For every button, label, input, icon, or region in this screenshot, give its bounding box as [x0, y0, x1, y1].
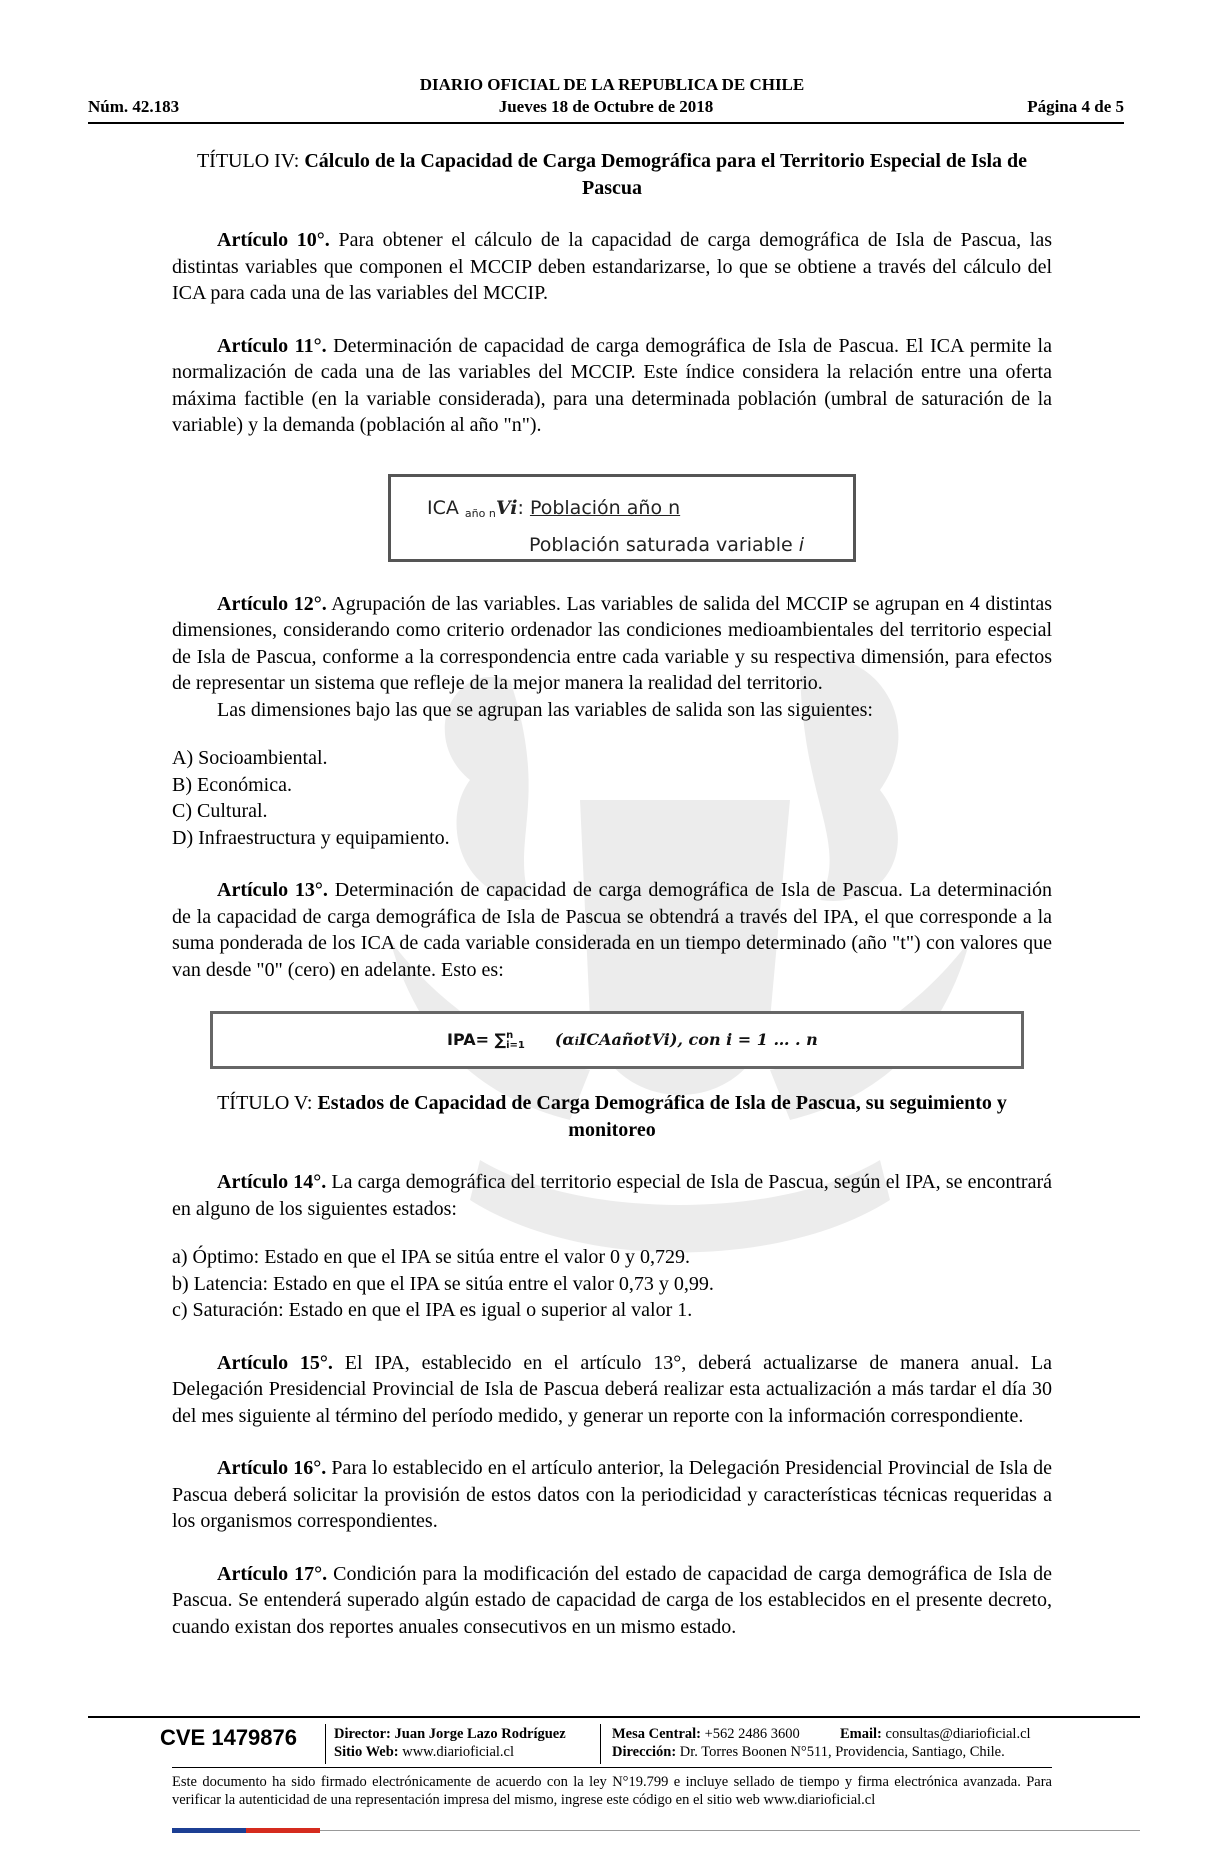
website-label: Sitio Web:: [334, 1744, 399, 1760]
article-14-text: La carga demográfica del territorio especial de Isla de Pascua, según el IPA, se encontrará en alguno de los siguientes estados:: [172, 1171, 1053, 1220]
title-v-prefix: TÍTULO V:: [217, 1092, 318, 1114]
article-16-label: Artículo 16°.: [217, 1457, 327, 1479]
ipa-formula: [447, 1030, 818, 1051]
article-16: [172, 1455, 1052, 1535]
ipa-rhs2: ICAañotVi), con i = 1 … . n: [578, 1030, 818, 1049]
address-label: Dirección:: [612, 1744, 677, 1760]
article-17: [172, 1561, 1052, 1641]
article-11: [172, 333, 1052, 439]
title-iv-prefix: TÍTULO IV:: [196, 150, 305, 172]
article-14: [172, 1169, 1052, 1222]
email-label: Email:: [840, 1726, 882, 1742]
article-15: [172, 1350, 1052, 1430]
ipa-sum-sub: i=1: [506, 1039, 525, 1051]
ica-formula-box: [388, 474, 856, 562]
footer-inner-rule: [172, 1767, 1052, 1768]
footer-contact-block: [612, 1725, 1031, 1761]
ipa-formula-box: [210, 1011, 1024, 1069]
phone-number: +562 2486 3600: [700, 1726, 800, 1742]
list-item: b) Latencia: Estado en que el IPA se sitúa entre el valor 0,73 y 0,99.: [172, 1272, 714, 1295]
footer-legal-note: Este documento ha sido firmado electrónicamente de acuerdo con la ley N°19.799 e incluye sellado de tiempo y firma electrónica avanzada. Para verificar la autenticidad de una representación impresa del mismo, ingrese este código en el sitio web www.diarioficial.cl: [172, 1774, 1052, 1808]
title-iv: [172, 148, 1052, 201]
list-item: D) Infraestructura y equipamiento.: [172, 826, 450, 849]
ica-symbol: ICA: [427, 497, 459, 519]
article-11-label: Artículo 11°.: [217, 334, 327, 357]
article-16-text: Para lo establecido en el artículo anterior, la Delegación Presidencial Provincial de Isla de Pascua deberá solicitar la provisión de estos datos con la periodicidad y características técnicas requeridas a los organismos correspondientes.: [172, 1457, 1053, 1532]
list-item: c) Saturación: Estado en que el IPA es igual o superior al valor 1.: [172, 1299, 693, 1321]
article-12-label: Artículo 12°.: [217, 592, 327, 615]
list-item: A) Socioambiental.: [172, 747, 328, 769]
article-13: [172, 877, 1052, 983]
page-number: Página 4 de 5: [1027, 97, 1124, 116]
footer-separator: [600, 1724, 601, 1764]
ica-colon: :: [517, 497, 524, 519]
list-item: a) Óptimo: Estado en que el IPA se sitúa entre el valor 0 y 0,729.: [172, 1246, 691, 1268]
title-v-text: Estados de Capacidad de Carga Demográfica de Isla de Pascua, su seguimiento y monitoreo: [317, 1092, 1007, 1141]
article-12: [172, 591, 1052, 697]
newspaper-title: DIARIO OFICIAL DE LA REPUBLICA DE CHILE: [419, 75, 805, 94]
website-link[interactable]: www.diarioficial.cl: [398, 1744, 515, 1760]
article-10-label: Artículo 10°.: [217, 229, 330, 251]
ipa-rhs-sub: i: [574, 1035, 579, 1048]
header-rule: [88, 122, 1124, 124]
chile-flag-stripe: [172, 1828, 320, 1833]
article-12-text2: Las dimensiones bajo las que se agrupan las variables de salida son las siguientes:: [217, 698, 873, 721]
document-body: [172, 148, 1052, 1640]
article-15-label: Artículo 15°.: [217, 1351, 333, 1374]
list-item: C) Cultural.: [172, 800, 268, 822]
article-15-text: El IPA, establecido en el artículo 13°, deberá actualizarse de manera anual. La Delegación Presidencial Provincial de Isla de Pascua deberá realizar esta actualización a más tardar el día 30 del mes siguiente al término del período medido, y generar un reporte con la información correspondiente.: [172, 1351, 1052, 1427]
state-list: [172, 1244, 1052, 1324]
issue-date: Jueves 18 de Octubre de 2018: [498, 97, 714, 116]
article-14-label: Artículo 14°.: [217, 1171, 327, 1193]
director-name: Juan Jorge Lazo Rodríguez: [390, 1726, 566, 1742]
footer-director-block: [334, 1725, 566, 1761]
title-iv-text: Cálculo de la Capacidad de Carga Demográfica para el Territorio Especial de Isla de Pascua: [304, 150, 1028, 199]
ipa-sum-sup: n: [506, 1029, 514, 1041]
article-10-text: Para obtener el cálculo de la capacidad de carga demográfica de Isla de Pascua, las distintas variables que componen el MCCIP deben estandarizarse, lo que se obtiene a través del cálculo del ICA para cada una de las variables del MCCIP.: [172, 229, 1053, 304]
dimension-list: [172, 745, 1052, 851]
article-17-label: Artículo 17°.: [217, 1562, 328, 1585]
ipa-lhs: IPA= ∑: [447, 1030, 507, 1049]
cve-code: CVE 1479876: [160, 1725, 297, 1750]
ica-vi: Vi: [495, 497, 518, 519]
ipa-rhs: (α: [554, 1030, 575, 1049]
footer-bottom-rule: [320, 1830, 1140, 1831]
footer-separator: [325, 1724, 326, 1764]
director-label: Director:: [334, 1726, 391, 1742]
email-link[interactable]: consultas@diarioficial.cl: [881, 1726, 1031, 1742]
phone-label: Mesa Central:: [612, 1726, 701, 1742]
article-17-text: Condición para la modificación del estado de capacidad de carga demográfica de Isla de Pascua. Se entenderá superado algún estado de capacidad de carga de los establecidos en el presente decreto, cuando existan dos reportes anuales consecutivos en un mismo estado.: [172, 1562, 1052, 1638]
title-v: [172, 1090, 1052, 1143]
article-12-text: Agrupación de las variables. Las variables de salida del MCCIP se agrupan en 4 distintas dimensiones, considerando como criterio ordenador las condiciones medioambientales del territorio especial de Isla de Pascua, conforme a la correspondencia entre cada variable y su respectiva dimensión, para efectos de representar un sistema que refleje de la mejor manera la realidad del territorio.: [172, 592, 1052, 694]
issue-number: Núm. 42.183: [88, 97, 180, 116]
article-13-text: Determinación de capacidad de carga demográfica de Isla de Pascua. La determinación de la capacidad de carga demográfica de Isla de Pascua se obtendrá a través del IPA, el que corresponde a la suma ponderada de los ICA de cada variable considerada en un tiempo determinado (año "t") con valores que van desde "0" (cero) en adelante. Esto es:: [172, 879, 1053, 981]
ica-denominator: Población saturada variable: [529, 534, 799, 556]
address-text: Dr. Torres Boonen N°511, Providencia, Santiago, Chile.: [676, 1744, 1005, 1760]
footer-rule: [88, 1716, 1140, 1718]
ica-numerator: Población año n: [529, 497, 681, 519]
list-item: B) Económica.: [172, 773, 292, 796]
ica-denominator-i: i: [798, 534, 805, 556]
flag-red-band: [246, 1828, 320, 1833]
ica-formula-denominator-line: [529, 534, 804, 556]
article-10: [172, 227, 1052, 307]
flag-blue-band: [172, 1828, 246, 1833]
ica-formula-numerator-line: [427, 497, 680, 519]
ica-subscript: año n: [464, 507, 496, 520]
article-13-label: Artículo 13°.: [217, 879, 328, 901]
article-11-text: Determinación de capacidad de carga demográfica de Isla de Pascua. El ICA permite la normalización de cada una de las variables del MCCIP. Este índice considera la relación entre una oferta máxima factible (en la variable considerada), para una determinada población (umbral de saturación de la variable) y la demanda (población al año "n").: [172, 334, 1052, 436]
